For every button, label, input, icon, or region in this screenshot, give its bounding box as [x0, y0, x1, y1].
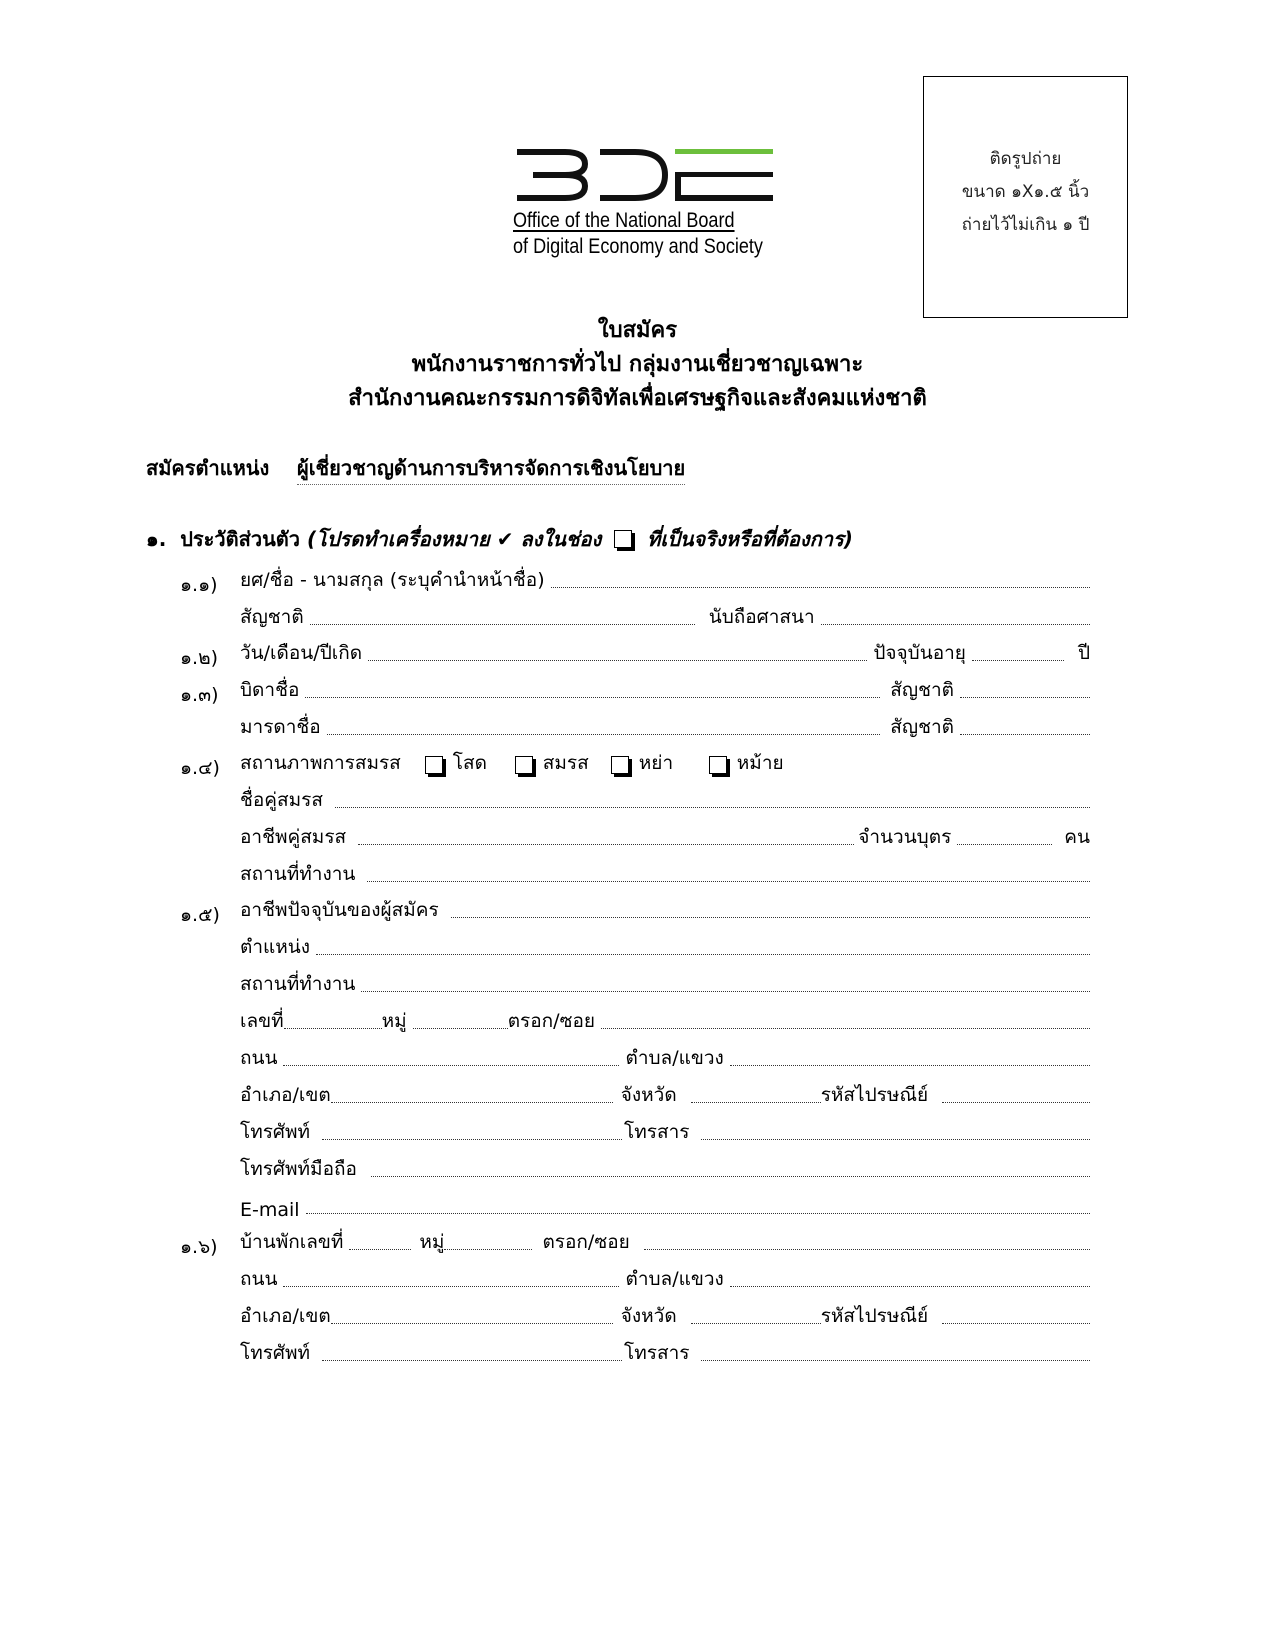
no-field[interactable] [284, 1028, 382, 1029]
home-soi-field[interactable] [644, 1249, 1090, 1250]
instruction-b: ลงในช่อง [520, 527, 602, 551]
checkbox-example-icon [614, 530, 632, 548]
checkbox-divorced[interactable] [611, 756, 629, 774]
age-label: ปัจจุบันอายุ [873, 642, 966, 664]
row-work-road [240, 1043, 1090, 1073]
item-1-3-number: ๑.๓) [180, 684, 219, 706]
marital-label: สถานภาพการสมรส [240, 752, 401, 774]
workplace-field[interactable] [361, 991, 1090, 992]
position-label: สมัครตำแหน่ง [146, 456, 270, 480]
option-divorced: หย่า [638, 752, 674, 774]
photo-note-1: ติดรูปถ่าย [989, 149, 1062, 169]
district-field[interactable] [331, 1102, 613, 1103]
job-title-field[interactable] [316, 954, 1090, 955]
instruction-a: (โปรดทำเครื่องหมาย [306, 527, 490, 551]
home-no-label: บ้านพักเลขที่ [240, 1231, 344, 1253]
home-province-label: จังหวัด [620, 1305, 677, 1327]
home-phone-field[interactable] [322, 1360, 622, 1361]
province-label: จังหวัด [620, 1084, 677, 1106]
item-1-4-number: ๑.๔) [180, 757, 220, 779]
home-district-label: อำเภอ/เขต [240, 1305, 331, 1327]
item-1-6-number: ๑.๖) [180, 1236, 218, 1258]
road-field[interactable] [283, 1065, 619, 1066]
email-label: E-mail [240, 1199, 300, 1221]
mobile-field[interactable] [371, 1176, 1090, 1177]
district-label: อำเภอ/เขต [240, 1084, 331, 1106]
subdistrict-label: ตำบล/แขวง [625, 1047, 724, 1069]
row-spouse [240, 785, 1090, 815]
fax-field[interactable] [701, 1139, 1090, 1140]
home-fax-field[interactable] [701, 1360, 1090, 1361]
checkmark-icon: ✔ [496, 527, 514, 551]
spouse-workplace-field[interactable] [367, 881, 1090, 882]
spouse-workplace-label: สถานที่ทำงาน [240, 863, 356, 885]
postcode-field[interactable] [942, 1102, 1090, 1103]
home-district-field[interactable] [331, 1323, 613, 1324]
phone-field[interactable] [322, 1139, 622, 1140]
home-fax-label: โทรสาร [624, 1342, 690, 1364]
age-field[interactable] [972, 660, 1064, 661]
dob-field[interactable] [368, 660, 867, 661]
home-province-field[interactable] [691, 1323, 821, 1324]
row-marital-status [240, 748, 1090, 778]
phone-label: โทรศัพท์ [240, 1121, 311, 1143]
email-field[interactable] [306, 1213, 1090, 1214]
home-postcode-label: รหัสไปรษณีย์ [820, 1305, 929, 1327]
name-field[interactable] [551, 587, 1090, 588]
option-single: โสด [452, 752, 487, 774]
logo-text [513, 208, 763, 260]
checkbox-widowed[interactable] [709, 756, 727, 774]
spouse-field[interactable] [335, 807, 1090, 808]
home-road-field[interactable] [283, 1286, 619, 1287]
father-nationality-field[interactable] [960, 697, 1090, 698]
father-nationality-label: สัญชาติ [890, 679, 954, 701]
row-work-district [240, 1080, 1090, 1110]
religion-field[interactable] [821, 624, 1090, 625]
section-1-header [146, 523, 853, 555]
row-workplace [240, 969, 1090, 999]
form-title: ใบสมัคร [597, 318, 678, 343]
row-mobile [240, 1154, 1090, 1184]
photo-placeholder-box [923, 76, 1128, 318]
mobile-label: โทรศัพท์มือถือ [240, 1158, 357, 1180]
mother-label: มารดาชื่อ [240, 716, 321, 738]
no-label: เลขที่ [240, 1010, 284, 1032]
logo-line-2: of Digital Economy and Society [513, 235, 763, 258]
moo-field[interactable] [413, 1028, 508, 1029]
occupation-field[interactable] [451, 917, 1090, 918]
item-1-2-number: ๑.๒) [180, 647, 219, 669]
mother-nationality-field[interactable] [960, 734, 1090, 735]
postcode-label: รหัสไปรษณีย์ [820, 1084, 929, 1106]
section-number: ๑. [146, 527, 167, 551]
father-field[interactable] [305, 697, 880, 698]
logo-accent-bar [675, 149, 773, 154]
row-work-address [240, 1006, 1090, 1036]
option-widowed: หม้าย [736, 752, 784, 774]
row-job-title [240, 932, 1090, 962]
home-soi-label: ตรอก/ซอย [542, 1231, 630, 1253]
option-married: สมรส [542, 752, 589, 774]
row-spouse-job [240, 822, 1090, 852]
name-label: ยศ/ชื่อ - นามสกุล (ระบุคำนำหน้าชื่อ) [240, 569, 545, 591]
nationality-field[interactable] [310, 624, 695, 625]
home-moo-field[interactable] [444, 1249, 532, 1250]
nationality-label: สัญชาติ [240, 606, 304, 628]
section-title: ประวัติส่วนตัว [180, 527, 300, 551]
row-email [240, 1191, 1090, 1221]
subdistrict-field[interactable] [730, 1065, 1090, 1066]
position-value: ผู้เชี่ยวชาญด้านการบริหารจัดการเชิงนโยบาย [297, 452, 685, 485]
soi-label: ตรอก/ซอย [507, 1010, 596, 1032]
spouse-job-label: อาชีพคู่สมรส [240, 826, 347, 848]
home-no-field[interactable] [349, 1249, 411, 1250]
item-1-5-number: ๑.๕) [180, 904, 220, 926]
fax-label: โทรสาร [624, 1121, 690, 1143]
row-home-phone [240, 1338, 1090, 1368]
agency-title: สำนักงานคณะกรรมการดิจิทัลเพื่อเศรษฐกิจและสังคมแห่งชาติ [348, 386, 927, 411]
mother-field[interactable] [327, 734, 881, 735]
logo-line-1: Office of the National Board [513, 209, 735, 232]
home-road-label: ถนน [240, 1268, 278, 1290]
children-label: จำนวนบุตร [858, 826, 952, 848]
years-label: ปี [1077, 642, 1090, 664]
instruction-c: ที่เป็นจริงหรือที่ต้องการ) [647, 527, 853, 551]
row-father [240, 675, 1090, 705]
checkbox-married[interactable] [515, 756, 533, 774]
occupation-label: อาชีพปัจจุบันของผู้สมัคร [240, 899, 439, 921]
home-moo-label: หมู่ [419, 1231, 445, 1253]
checkbox-single[interactable] [425, 756, 443, 774]
form-subtitle: พนักงานราชการทั่วไป กลุ่มงานเชี่ยวชาญเฉพาะ [411, 352, 864, 377]
children-field[interactable] [957, 844, 1052, 845]
row-spouse-workplace [240, 859, 1090, 889]
row-occupation [240, 895, 1090, 925]
row-dob [240, 638, 1090, 668]
row-name [240, 565, 1090, 595]
bde-logo [515, 148, 773, 208]
home-subdistrict-field[interactable] [730, 1286, 1090, 1287]
soi-field[interactable] [601, 1028, 1090, 1029]
spouse-label: ชื่อคู่สมรส [240, 789, 323, 811]
spouse-job-field[interactable] [358, 844, 854, 845]
road-label: ถนน [240, 1047, 278, 1069]
dob-label: วัน/เดือน/ปีเกิด [240, 642, 363, 664]
mother-nationality-label: สัญชาติ [890, 716, 954, 738]
home-phone-label: โทรศัพท์ [240, 1342, 311, 1364]
job-title-label: ตำแหน่ง [240, 936, 311, 958]
province-field[interactable] [691, 1102, 821, 1103]
home-subdistrict-label: ตำบล/แขวง [625, 1268, 724, 1290]
father-label: บิดาชื่อ [240, 679, 300, 701]
moo-label: หมู่ [381, 1010, 407, 1032]
row-home-road [240, 1264, 1090, 1294]
row-home-district [240, 1301, 1090, 1331]
row-mother [240, 712, 1090, 742]
workplace-label: สถานที่ทำงาน [240, 973, 356, 995]
item-1-1-number: ๑.๑) [180, 574, 218, 596]
religion-label: นับถือศาสนา [708, 606, 815, 628]
home-postcode-field[interactable] [942, 1323, 1090, 1324]
row-home-address [240, 1227, 1090, 1257]
photo-note-2: ขนาด ๑X๑.๕ นิ้ว [961, 182, 1090, 202]
persons-label: คน [1064, 826, 1090, 848]
row-nationality-religion [240, 602, 1090, 632]
photo-note-3: ถ่ายไว้ไม่เกิน ๑ ปี [961, 215, 1090, 235]
row-work-phone [240, 1117, 1090, 1147]
